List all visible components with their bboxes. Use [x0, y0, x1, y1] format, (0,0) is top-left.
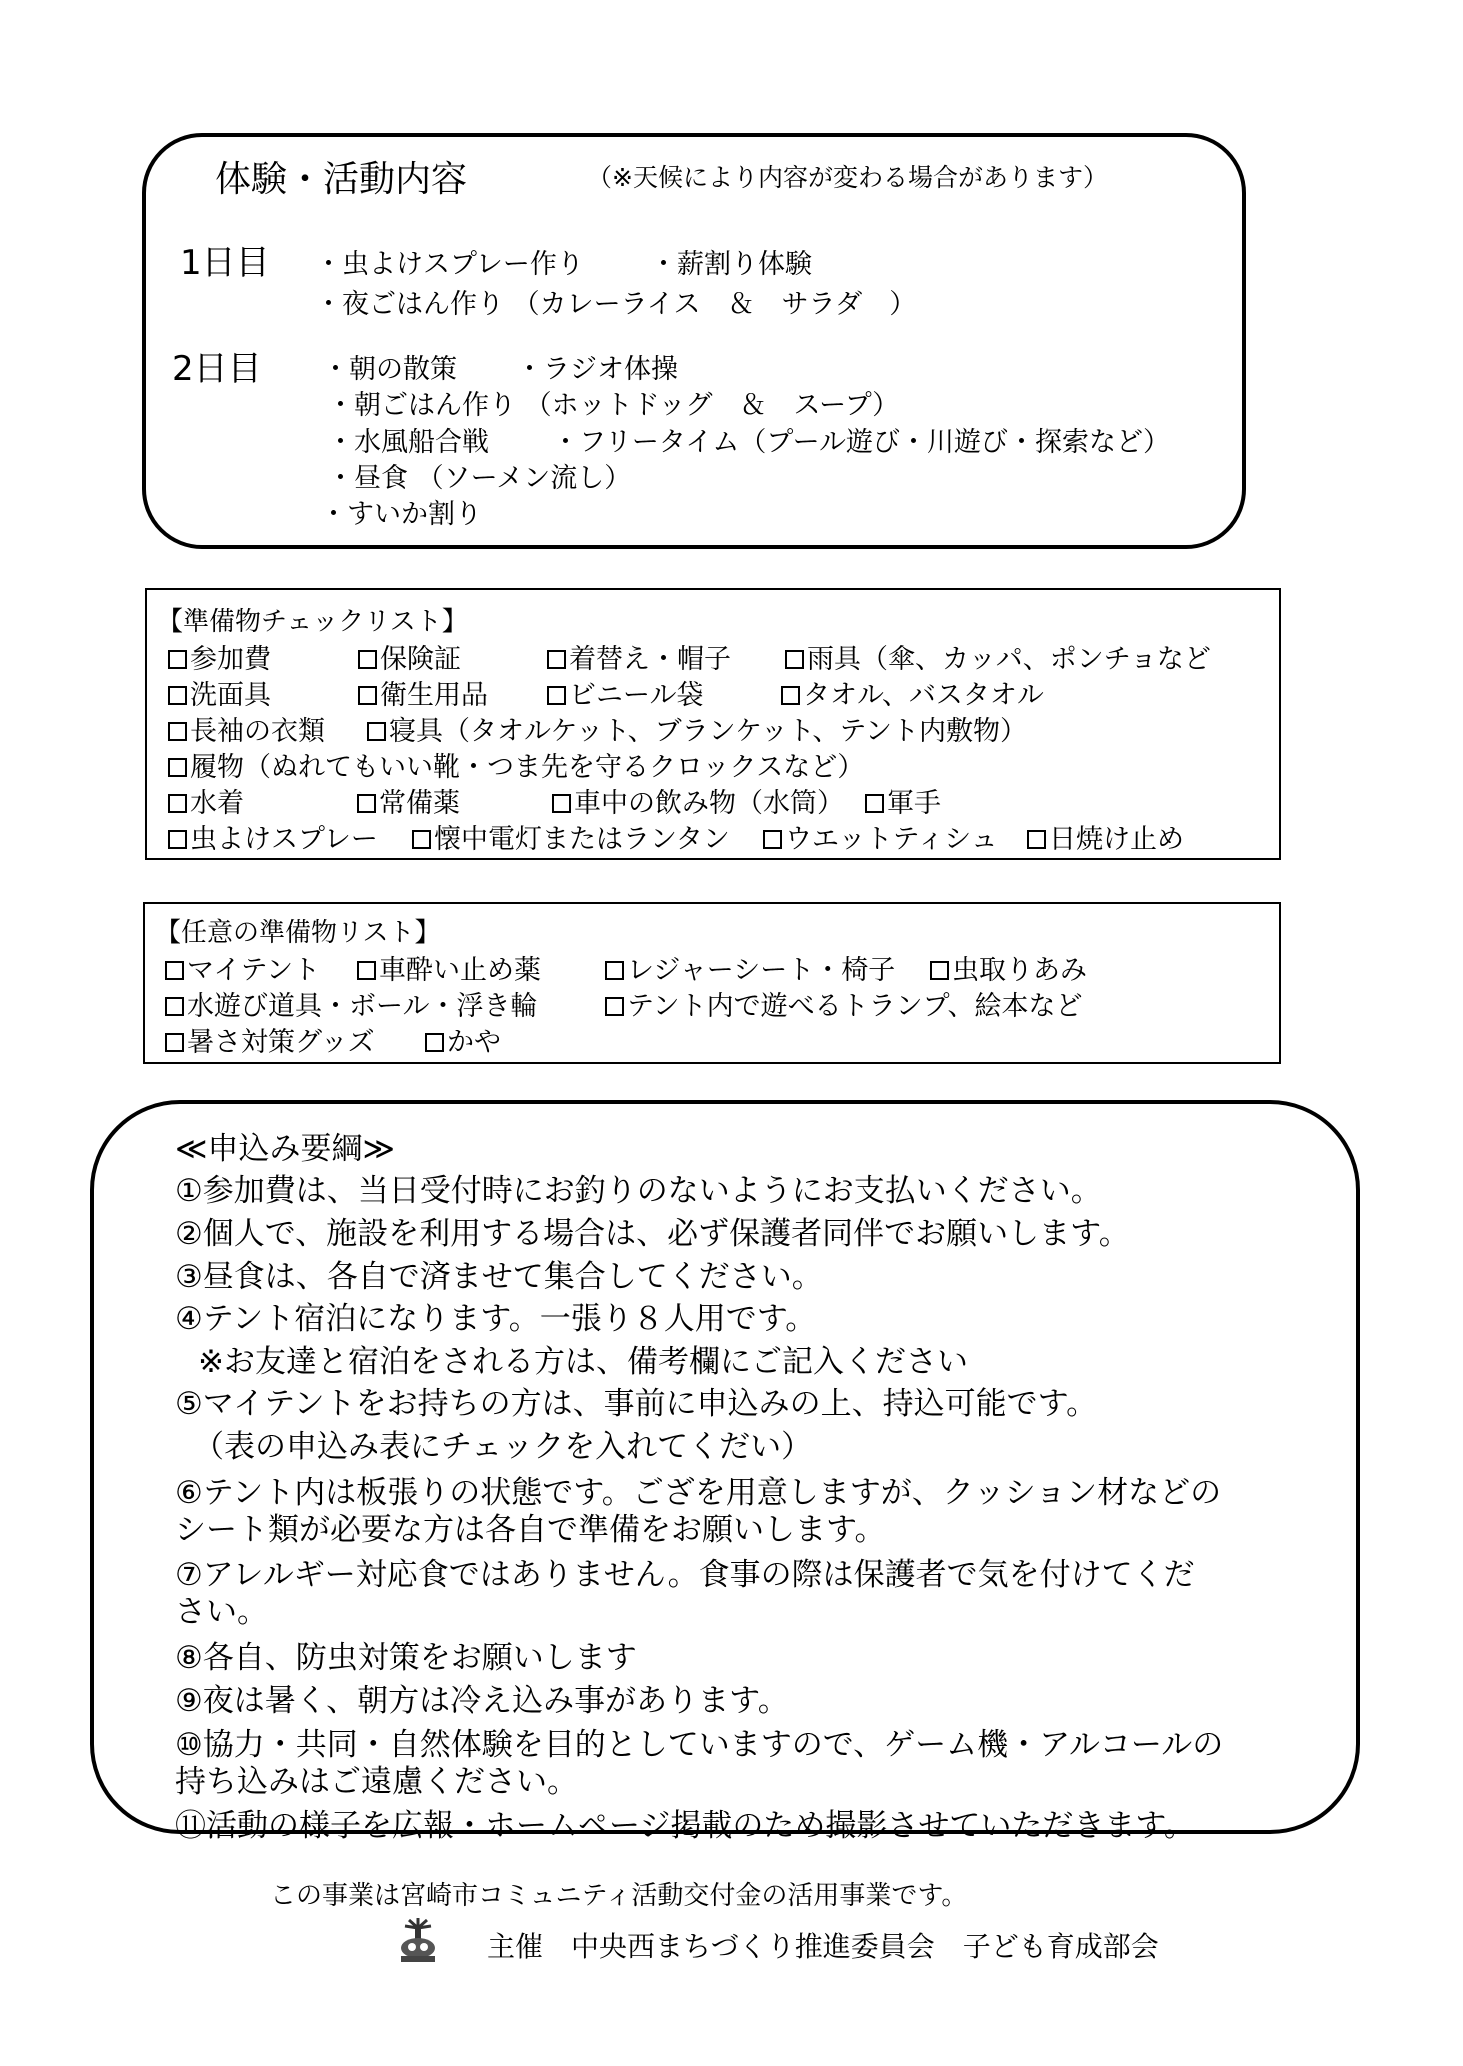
checklist-item[interactable]: 着替え・帽子: [547, 637, 731, 676]
checkbox-icon[interactable]: [357, 961, 376, 980]
checklist-item[interactable]: 寝具（タオルケット、ブランケット、テント内敷物）: [367, 709, 1027, 748]
optional-item[interactable]: 車酔い止め薬: [357, 948, 541, 987]
guideline-line: （表の申込み表にチェックを入れてくだい）: [193, 1429, 813, 1465]
guideline-line: ⑪活動の様子を広報・ホームページ掲載のため撮影させていただきます。: [175, 1808, 1195, 1844]
optional-item[interactable]: レジャーシート・椅子: [605, 948, 895, 987]
optional-item[interactable]: 水遊び道具・ボール・浮き輪: [165, 984, 537, 1023]
checkbox-icon[interactable]: [168, 758, 187, 777]
optional-item[interactable]: テント内で遊べるトランプ、絵本など: [605, 984, 1083, 1023]
checkbox-icon[interactable]: [168, 722, 187, 741]
checkbox-icon[interactable]: [358, 650, 377, 669]
checkbox-icon[interactable]: [165, 961, 184, 980]
checklist-item[interactable]: 衛生用品: [358, 673, 488, 712]
day2-label: 2日目: [172, 349, 262, 389]
checkbox-icon[interactable]: [865, 794, 884, 813]
checkbox-icon[interactable]: [785, 650, 804, 669]
day2-item: ・朝ごはん作り （ホットドッグ ＆ スープ）: [327, 390, 900, 421]
checkbox-icon[interactable]: [547, 650, 566, 669]
guideline-line: ⑧各自、防虫対策をお願いします: [175, 1640, 637, 1676]
checkbox-icon[interactable]: [168, 686, 187, 705]
checkbox-icon[interactable]: [412, 830, 431, 849]
checklist-item[interactable]: ビニール袋: [547, 673, 703, 712]
footer-note: この事業は宮崎市コミュニティ活動交付金の活用事業です。: [270, 1881, 968, 1911]
checkbox-icon[interactable]: [357, 794, 376, 813]
checklist-heading: 【準備物チェックリスト】: [157, 607, 468, 637]
checklist-item[interactable]: 車中の飲み物（水筒）: [552, 781, 844, 820]
guideline-line: 持ち込みはご遠慮ください。: [175, 1764, 578, 1800]
day2-item: ・フリータイム（プール遊び・川遊び・探索など）: [552, 427, 1171, 458]
checklist-item[interactable]: 虫よけスプレー: [168, 817, 378, 856]
checklist-item[interactable]: タオル、バスタオル: [781, 673, 1044, 712]
checkbox-icon[interactable]: [168, 794, 187, 813]
organizer-line: 主催 中央西まちづくり推進委員会 子ども育成部会: [487, 1930, 1159, 1963]
optional-item[interactable]: マイテント: [165, 948, 320, 987]
checkbox-icon[interactable]: [1027, 830, 1046, 849]
day2-item: ・すいか割り: [320, 499, 482, 530]
activities-note: （※天候により内容が変わる場合があります）: [587, 163, 1108, 192]
checklist-item[interactable]: 長袖の衣類: [168, 709, 325, 748]
checklist-item[interactable]: ウエットティシュ: [763, 817, 998, 856]
guideline-line: ③昼食は、各自で済ませて集合してください。: [175, 1259, 823, 1295]
guideline-line: さい。: [175, 1594, 268, 1630]
checklist-item[interactable]: 雨具（傘、カッパ、ポンチョなど: [785, 637, 1211, 676]
checkbox-icon[interactable]: [930, 961, 949, 980]
day2-item: ・昼食 （ソーメン流し）: [327, 463, 632, 494]
checklist-item[interactable]: 履物（ぬれてもいい靴・つま先を守るクロックスなど）: [168, 745, 864, 784]
checklist-item[interactable]: 懐中電灯またはランタン: [412, 817, 730, 856]
checklist-item[interactable]: 参加費: [168, 637, 271, 676]
day2-item: ・ラジオ体操: [516, 354, 678, 385]
checkbox-icon[interactable]: [763, 830, 782, 849]
organizer-logo-icon: [395, 1914, 441, 1964]
guideline-line: ⑦アレルギー対応食ではありません。食事の際は保護者で気を付けてくだ: [175, 1557, 1195, 1593]
checkbox-icon[interactable]: [165, 1033, 184, 1052]
checklist-item[interactable]: 水着: [168, 781, 244, 820]
checkbox-icon[interactable]: [605, 961, 624, 980]
guideline-line: ②個人で、施設を利用する場合は、必ず保護者同伴でお願いします。: [175, 1216, 1130, 1252]
guideline-line: ⑥テント内は板張りの状態です。ござを用意しますが、クッション材などの: [175, 1475, 1222, 1511]
checkbox-icon[interactable]: [547, 686, 566, 705]
day1-item: ・夜ごはん作り （カレーライス ＆ サラダ ）: [315, 289, 917, 320]
day2-item: ・水風船合戦: [327, 427, 489, 458]
checkbox-icon[interactable]: [165, 997, 184, 1016]
guideline-line: シート類が必要な方は各自で準備をお願いします。: [175, 1512, 886, 1548]
guideline-line: ⑩協力・共同・自然体験を目的としていますので、ゲーム機・アルコールの: [175, 1727, 1224, 1763]
optional-item[interactable]: かや: [425, 1020, 501, 1059]
optional-item[interactable]: 虫取りあみ: [930, 948, 1087, 987]
guideline-line: ⑤マイテントをお持ちの方は、事前に申込みの上、持込可能です。: [175, 1386, 1098, 1422]
guideline-line: ⑨夜は暑く、朝方は冷え込み事があります。: [175, 1683, 789, 1719]
guideline-line: ※お友達と宿泊をされる方は、備考欄にご記入ください: [198, 1344, 968, 1380]
optional-item[interactable]: 暑さ対策グッズ: [165, 1020, 375, 1059]
day1-item: ・薪割り体験: [650, 249, 812, 280]
activities-title: 体験・活動内容: [215, 159, 468, 200]
checkbox-icon[interactable]: [367, 722, 386, 741]
checklist-item[interactable]: 日焼け止め: [1027, 817, 1184, 856]
checkbox-icon[interactable]: [168, 650, 187, 669]
guideline-line: ①参加費は、当日受付時にお釣りのないようにお支払いください。: [175, 1173, 1102, 1209]
checkbox-icon[interactable]: [168, 830, 187, 849]
checkbox-icon[interactable]: [781, 686, 800, 705]
checkbox-icon[interactable]: [425, 1033, 444, 1052]
checklist-item[interactable]: 常備薬: [357, 781, 460, 820]
checkbox-icon[interactable]: [605, 997, 624, 1016]
guideline-line: ④テント宿泊になります。一張り８人用です。: [175, 1301, 817, 1337]
guidelines-heading: ≪申込み要綱≫: [175, 1131, 395, 1167]
day1-label: 1日目: [180, 243, 270, 283]
checkbox-icon[interactable]: [358, 686, 377, 705]
day1-item: ・虫よけスプレー作り: [315, 249, 584, 280]
checklist-item[interactable]: 洗面具: [168, 673, 271, 712]
checkbox-icon[interactable]: [552, 794, 571, 813]
day2-item: ・朝の散策: [322, 354, 457, 385]
optional-heading: 【任意の準備物リスト】: [155, 918, 441, 948]
checklist-item[interactable]: 軍手: [865, 781, 941, 820]
checklist-item[interactable]: 保険証: [358, 637, 461, 676]
